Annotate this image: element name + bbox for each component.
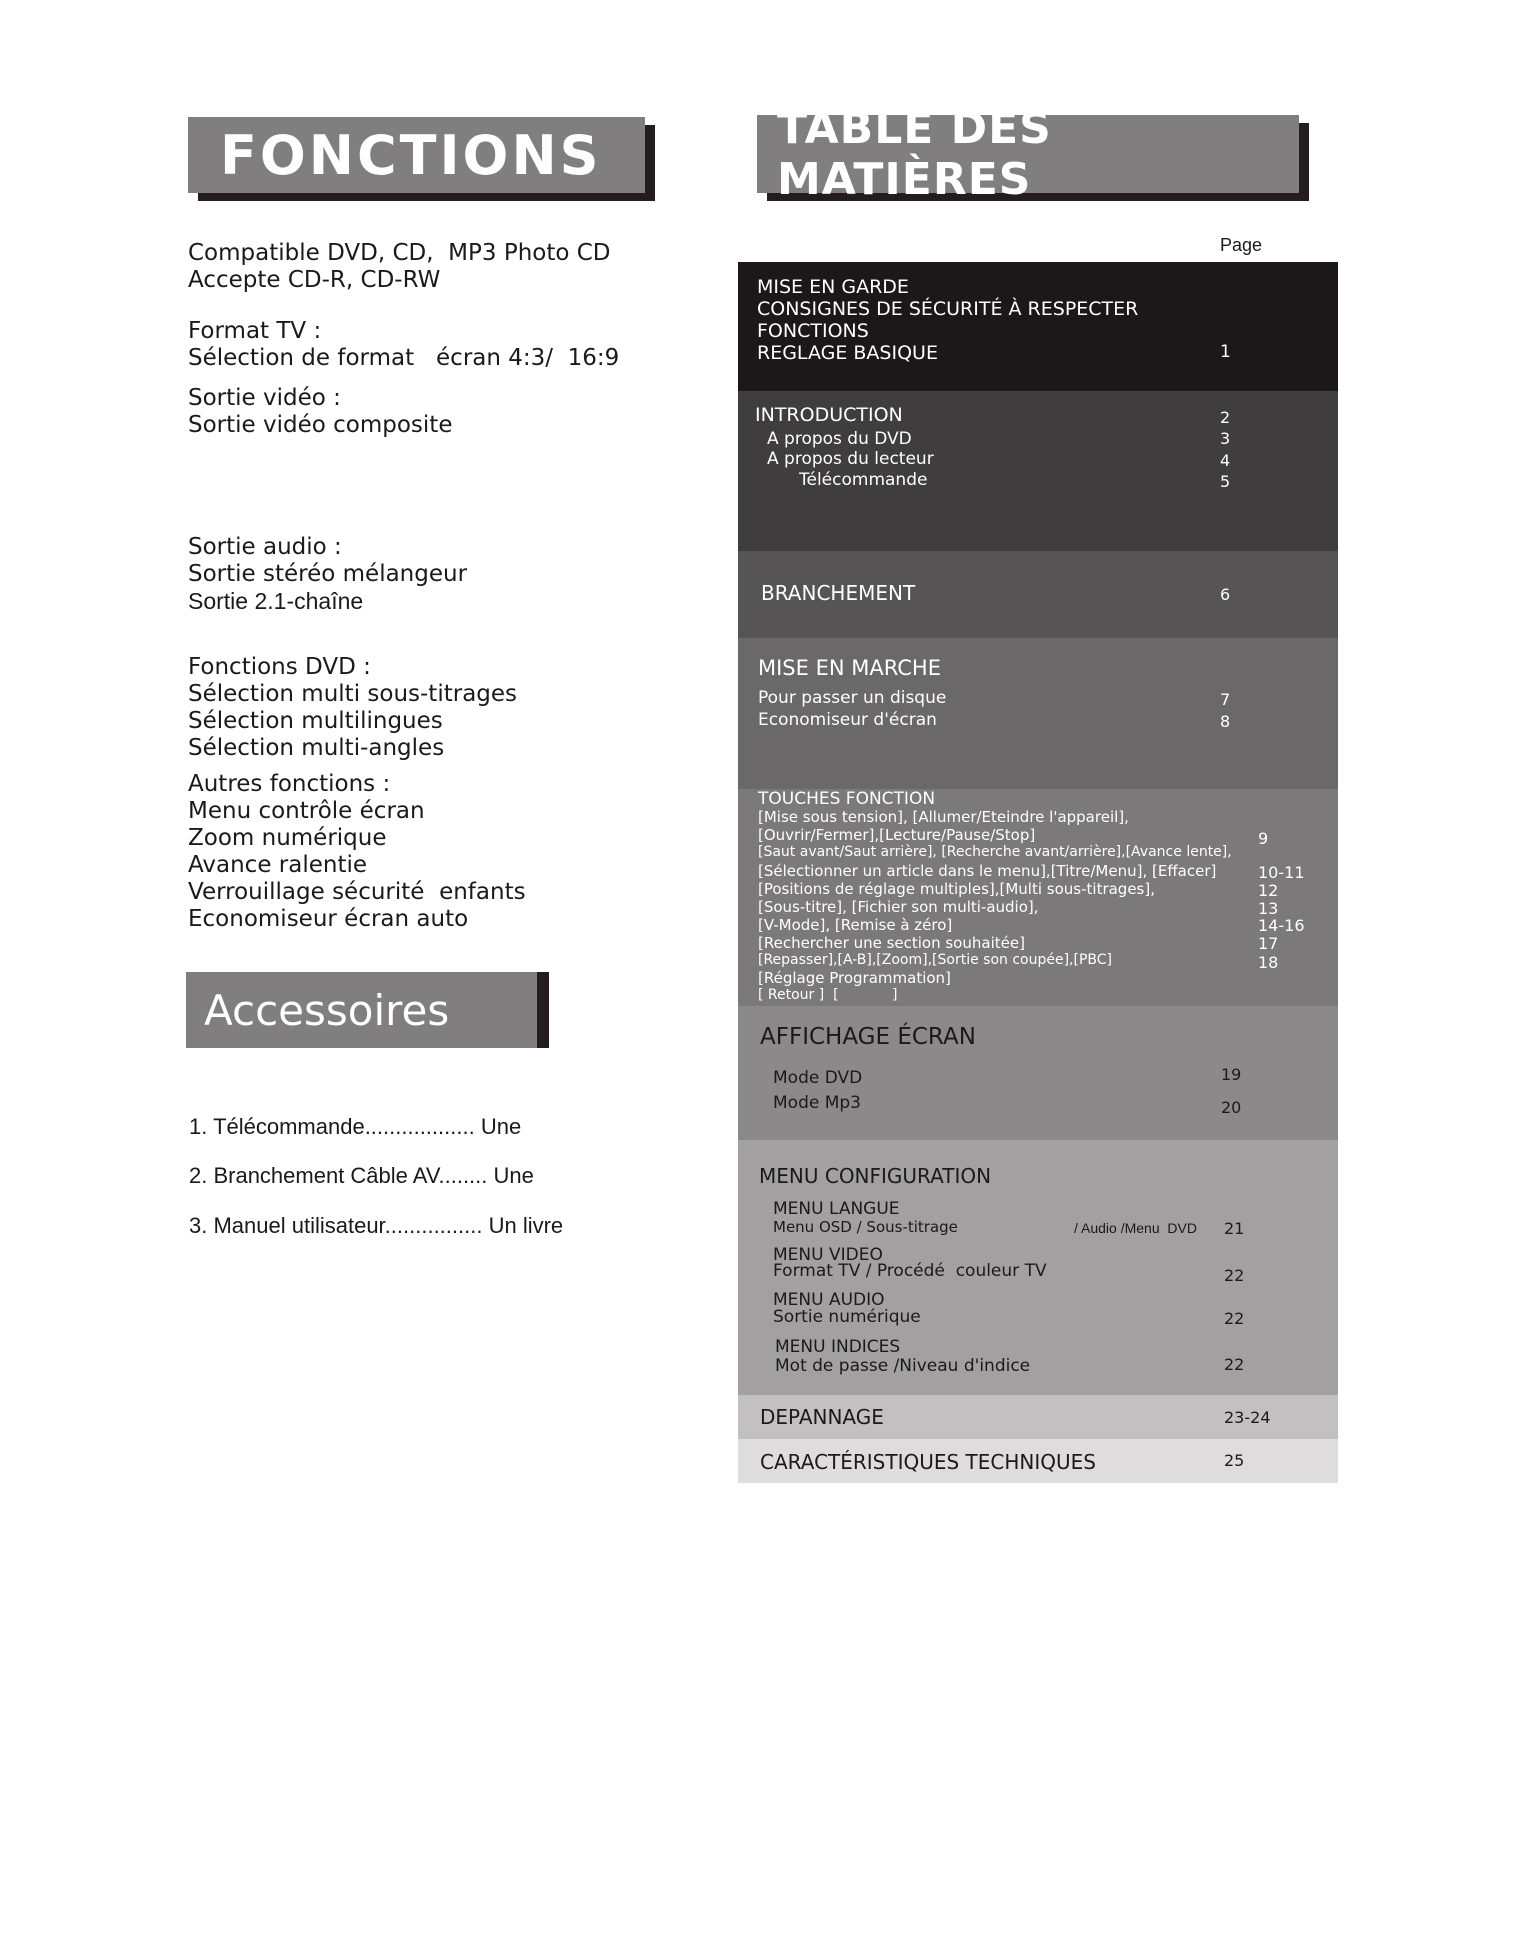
toc-section-introduction xyxy=(738,391,1338,551)
toc-entry: [Mise sous tension], [Allumer/Eteindre l'appareil], xyxy=(758,808,1129,826)
toc-entry: Télécommande xyxy=(799,470,928,490)
toc-entry: TOUCHES FONCTION xyxy=(758,789,936,809)
toc-entry: Menu OSD / Sous-titrage xyxy=(773,1218,958,1236)
toc-page-number: 10-11 xyxy=(1258,863,1305,882)
toc-section-depannage xyxy=(738,1395,1338,1439)
page-column-label: Page xyxy=(1220,235,1263,255)
toc-section-mise-en-marche xyxy=(738,638,1338,789)
toc-entry: A propos du lecteur xyxy=(767,449,934,469)
toc-page-number: 9 xyxy=(1258,829,1269,848)
toc-heading: TABLE DES MATIÈRES xyxy=(757,115,1299,193)
toc-page-number: 7 xyxy=(1220,690,1231,709)
toc-entry: MENU LANGUE xyxy=(773,1199,900,1219)
toc-entry: BRANCHEMENT xyxy=(761,581,916,605)
toc-entry: Sortie numérique xyxy=(773,1307,921,1327)
feature-group-video xyxy=(188,385,452,439)
toc-entry: MISE EN MARCHE xyxy=(758,656,941,680)
toc-section-menu-configuration xyxy=(738,1140,1338,1395)
toc-page-number: 1 xyxy=(1220,342,1231,362)
toc-entry: REGLAGE BASIQUE xyxy=(757,342,938,364)
toc-section-caracteristiques xyxy=(738,1439,1338,1483)
toc-entry: [Réglage Programmation] xyxy=(758,969,951,987)
feature-line: Sélection multi sous-titrages xyxy=(188,681,518,707)
toc-entry: / Audio /Menu DVD xyxy=(1074,1220,1197,1236)
toc-entry: MENU VIDEO xyxy=(773,1245,883,1265)
toc-entry: Format TV / Procédé couleur TV xyxy=(773,1261,1047,1281)
toc-page-number: 22 xyxy=(1224,1266,1245,1285)
toc-page-number: 25 xyxy=(1224,1451,1245,1470)
toc-entry: Mode Mp3 xyxy=(773,1093,861,1113)
toc-entry: Mot de passe /Niveau d'indice xyxy=(775,1356,1031,1376)
toc-entry: MENU AUDIO xyxy=(773,1290,885,1310)
toc-entry: MISE EN GARDE xyxy=(757,276,909,298)
feature-line: Sortie 2.1-chaîne xyxy=(188,588,364,614)
toc-entry: CONSIGNES DE SÉCURITÉ À RESPECTER xyxy=(757,298,1139,320)
toc-page-number: 20 xyxy=(1221,1098,1242,1117)
toc-entry: [Positions de réglage multiples],[Multi sous-titrages], xyxy=(758,880,1155,898)
toc-page-number: 18 xyxy=(1258,953,1279,972)
feature-line: Sélection multi-angles xyxy=(188,735,445,761)
toc-entry: DEPANNAGE xyxy=(760,1405,884,1429)
feature-line: Verrouillage sécurité enfants xyxy=(188,879,526,905)
feature-line: Sélection de format écran 4:3/ 16:9 xyxy=(188,345,620,371)
fonctions-heading: FONCTIONS xyxy=(188,117,645,193)
toc-entry: Pour passer un disque xyxy=(758,688,947,708)
feature-group-format-tv xyxy=(188,318,619,372)
toc-page-number: 17 xyxy=(1258,934,1279,953)
toc-entry: [Rechercher une section souhaitée] xyxy=(758,934,1025,952)
feature-line: Menu contrôle écran xyxy=(188,798,425,824)
toc-page-number: 22 xyxy=(1224,1309,1245,1328)
feature-line: Sortie audio : xyxy=(188,534,342,560)
toc-page-number: 14-16 xyxy=(1258,916,1305,935)
toc-entry: [V-Mode], [Remise à zéro] xyxy=(758,916,953,934)
accessory-item: 3. Manuel utilisateur................ Un livre xyxy=(189,1213,564,1238)
toc-page-number: 23-24 xyxy=(1224,1408,1271,1427)
toc-entry: AFFICHAGE ÉCRAN xyxy=(760,1024,976,1050)
feature-group-audio xyxy=(188,534,467,615)
feature-line: Avance ralentie xyxy=(188,852,368,878)
feature-line: Sortie stéréo mélangeur xyxy=(188,561,468,587)
toc-page-number: 22 xyxy=(1224,1355,1245,1374)
feature-line: Autres fonctions : xyxy=(188,771,391,797)
toc-page-number: 5 xyxy=(1220,472,1231,491)
toc-section-mise-en-garde xyxy=(738,262,1338,391)
toc-section-branchement xyxy=(738,551,1338,638)
feature-line: Zoom numérique xyxy=(188,825,387,851)
toc-entry: Economiseur d'écran xyxy=(758,710,937,730)
feature-line: Economiseur écran auto xyxy=(188,906,469,932)
toc-entry: MENU CONFIGURATION xyxy=(759,1164,992,1188)
toc-entry: FONCTIONS xyxy=(757,320,869,342)
toc-entry: [Sous-titre], [Fichier son multi-audio], xyxy=(758,898,1039,916)
toc-entry: CARACTÉRISTIQUES TECHNIQUES xyxy=(760,1450,1096,1474)
toc-entry: Mode DVD xyxy=(773,1068,863,1088)
toc-entry: [ Retour ] [ ] xyxy=(758,987,898,1003)
accessoires-heading: Accessoires xyxy=(186,972,537,1048)
toc-entry: [Sélectionner un article dans le menu],[Titre/Menu], [Effacer] xyxy=(758,862,1217,880)
toc-page-number: 2 xyxy=(1220,408,1231,427)
toc-entry: INTRODUCTION xyxy=(755,404,903,426)
toc-page-number: 6 xyxy=(1220,585,1231,604)
toc-page-number: 13 xyxy=(1258,899,1279,918)
feature-line: Sortie vidéo composite xyxy=(188,412,453,438)
feature-line: Accepte CD-R, CD-RW xyxy=(188,267,441,293)
feature-line: Sélection multilingues xyxy=(188,708,443,734)
toc-section-touches-fonction xyxy=(738,789,1338,1006)
toc-page-number: 8 xyxy=(1220,712,1231,731)
feature-group-compat xyxy=(188,240,611,294)
toc-entry: [Saut avant/Saut arrière], [Recherche avant/arrière],[Avance lente], xyxy=(758,844,1232,860)
toc-page-number: 3 xyxy=(1220,429,1231,448)
toc-section-affichage-ecran xyxy=(738,1006,1338,1140)
feature-line: Fonctions DVD : xyxy=(188,654,371,680)
feature-line: Compatible DVD, CD, MP3 Photo CD xyxy=(188,240,611,266)
feature-line: Format TV : xyxy=(188,318,322,344)
toc-entry: [Repasser],[A-B],[Zoom],[Sortie son coupée],[PBC] xyxy=(758,952,1112,968)
toc-page-number: 4 xyxy=(1220,451,1231,470)
toc-entry: A propos du DVD xyxy=(767,429,912,449)
feature-group-dvd xyxy=(188,654,517,762)
feature-group-other xyxy=(188,771,526,933)
toc-entry: [Ouvrir/Fermer],[Lecture/Pause/Stop] xyxy=(758,826,1036,844)
accessory-item: 2. Branchement Câble AV........ Une xyxy=(189,1163,534,1188)
toc-entry: MENU INDICES xyxy=(775,1337,901,1357)
toc-page-number: 12 xyxy=(1258,881,1279,900)
accessory-item: 1. Télécommande.................. Une xyxy=(189,1114,522,1139)
toc-page-number: 19 xyxy=(1221,1065,1242,1084)
feature-line: Sortie vidéo : xyxy=(188,385,341,411)
toc-page-number: 21 xyxy=(1224,1219,1245,1238)
